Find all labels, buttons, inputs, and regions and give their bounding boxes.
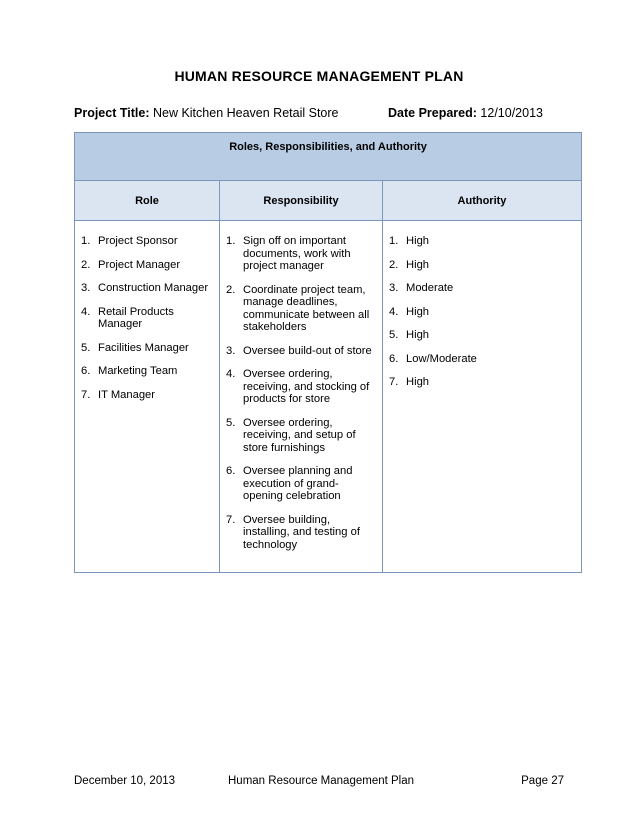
- list-item: 3. Oversee build-out of store: [226, 344, 372, 357]
- column-header-authority: Authority: [383, 181, 582, 221]
- list-item: 1. Sign off on important documents, work with project manager: [226, 235, 351, 272]
- list-item: 5. Oversee ordering, receiving, and setup of store furnishings: [226, 416, 356, 454]
- list-item: 1. Project Sponsor: [81, 235, 178, 247]
- project-title-value: New Kitchen Heaven Retail Store: [152, 106, 339, 120]
- list-item: 6. Marketing Team: [81, 365, 178, 377]
- footer-date: December 10, 2013: [74, 775, 176, 787]
- project-title: [74, 106, 338, 120]
- list-item: 1. High: [389, 235, 430, 247]
- column-header-responsibility: Responsibility: [220, 181, 383, 221]
- roles-cell: [75, 221, 220, 573]
- list-item: 6. Low/Moderate: [389, 352, 477, 365]
- responsibilities-cell: [220, 221, 383, 573]
- list-item: 7. IT Manager: [81, 388, 156, 401]
- list-item: 2. Project Manager: [81, 258, 181, 271]
- project-title-label: Project Title:: [74, 106, 150, 120]
- list-item: 4. Oversee ordering, receiving, and stocking of products for store: [226, 368, 370, 405]
- table-band-title: Roles, Responsibilities, and Authority: [75, 133, 582, 181]
- list-item: 4. High: [389, 305, 430, 318]
- date-prepared-value: 12/10/2013: [480, 106, 543, 120]
- raci-table: [74, 132, 582, 573]
- project-meta: [74, 106, 574, 120]
- list-item: 5. Facilities Manager: [81, 341, 189, 354]
- date-prepared: [388, 106, 543, 120]
- date-prepared-label: Date Prepared:: [388, 106, 477, 120]
- list-item: 2. Coordinate project team, manage deadlines, communicate between all stakeholders: [226, 283, 370, 333]
- document-title: HUMAN RESOURCE MANAGEMENT PLAN: [174, 68, 464, 84]
- authority-cell: [383, 221, 582, 573]
- roles-list: [81, 235, 215, 401]
- list-item: 3. Construction Manager: [81, 282, 209, 294]
- authority-list: [389, 235, 577, 389]
- list-item: 5. High: [389, 329, 430, 341]
- list-item: 7. Oversee building, installing, and testing of technology: [226, 513, 360, 551]
- list-item: 6. Oversee planning and execution of grand-opening celebration: [226, 465, 353, 502]
- column-header-role: Role: [75, 181, 220, 221]
- footer-document-name: Human Resource Management Plan: [228, 775, 415, 787]
- footer-page-number: Page 27: [521, 775, 564, 787]
- list-item: 2. High: [389, 258, 430, 271]
- list-item: 4. Retail Products Manager: [81, 305, 174, 330]
- list-item: 7. High: [389, 376, 430, 388]
- list-item: 3. Moderate: [389, 282, 454, 294]
- responsibilities-list: [226, 235, 378, 551]
